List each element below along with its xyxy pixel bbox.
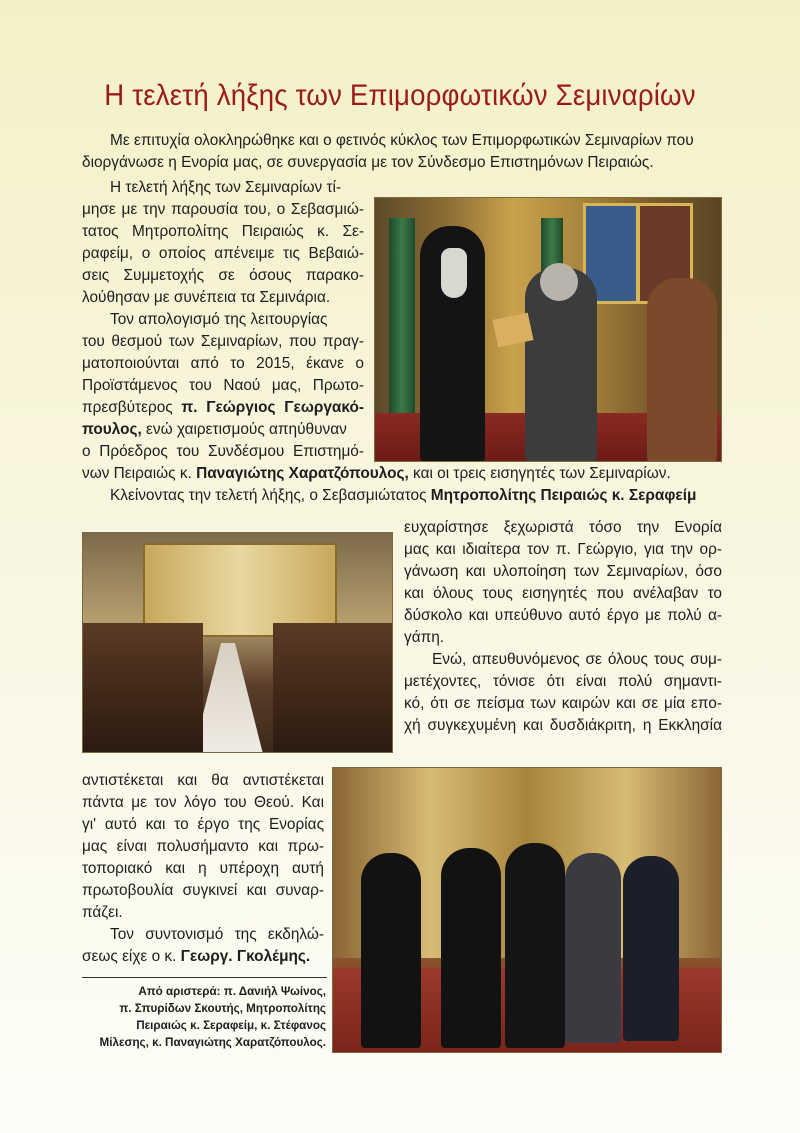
lower-left-text (82, 770, 324, 968)
caption-line: Πειραιώς κ. Σεραφείμ, κ. Στέφανος (136, 1018, 326, 1032)
left-column-text (82, 177, 364, 463)
photo-audience (82, 532, 393, 753)
text-line: τοποριακό και η υπέροχη αυτή (82, 860, 324, 877)
text-line: μησε με την παρουσία του, ο Σεβασμιώ- (82, 201, 364, 218)
text-line: Τον απολογισμό της λειτουργίας (110, 311, 328, 328)
text-line: γάπη. (404, 629, 445, 646)
full-width-line (82, 463, 722, 507)
text-line: Με επιτυχία ολοκληρώθηκε και ο φετινός κύκλος των Επιμορφωτικών Σεμιναρίων που (110, 132, 694, 149)
text-line: ευχαρίστησε ξεχωριστά τόσο την Ενορία (404, 519, 722, 536)
text-line: πάζει. (82, 904, 123, 921)
caption-divider (82, 977, 327, 978)
text-line: γι' αυτό και το έργο της Ενορίας (82, 816, 324, 833)
person-figure (565, 853, 621, 1043)
text-line (82, 397, 364, 419)
bold-name: Μητροπολίτης Πειραιώς κ. Σεραφείμ (430, 487, 697, 504)
text-line: του θεσμού των Σεμιναρίων, που πραγ- (82, 333, 364, 350)
text-line: γάνωση και υλοποίηση των Σεμιναρίων, όσο (404, 563, 722, 580)
photo-caption (82, 983, 326, 1051)
bold-name: Παναγιώτης Χαρατζόπουλος, (196, 465, 409, 482)
person-figure (361, 853, 421, 1048)
person-figure (647, 278, 717, 462)
bold-name: Γεωργ. Γκολέμης. (180, 948, 311, 965)
text-line: Προϊστάμενος του Ναού μας, Πρωτο- (82, 377, 364, 394)
person-figure (441, 848, 501, 1048)
pews-left (83, 623, 203, 753)
text-line: λούθησαν με συνέπεια τα Σεμινάρια. (82, 289, 331, 306)
person-figure (623, 856, 679, 1041)
text-line: διοργάνωσε η Ενορία μας, σε συνεργασία με τον Σύνδεσμο Επιστημόνων Πειραιώς. (82, 154, 654, 171)
text-line: τατος Μητροπολίτης Πειραιώς κ. Σε- (82, 223, 364, 240)
text-line: και όλους τους εισηγητές που ανέλαβαν το (404, 585, 722, 602)
text-line: σεις Συμμετοχής σε όσους παρακο- (82, 267, 364, 284)
caption-line: π. Σπυρίδων Σκουτής, Μητροπολίτης (119, 1001, 326, 1015)
text-line: χή συγκεχυμένη και δυσδιάκριτη, η Εκκλησία (404, 717, 722, 734)
text-line (82, 485, 722, 507)
person-figure (505, 843, 565, 1048)
text-line: Η τελετή λήξης των Σεμιναρίων τί- (110, 179, 342, 196)
intro-paragraph (82, 130, 722, 174)
right-column-text (404, 517, 722, 737)
pews-right (273, 623, 393, 753)
text-run: ενώ χαιρετισμούς απηύθυναν (141, 421, 347, 438)
caption-line: Από αριστερά: π. Δανιήλ Ψωίνος, (138, 984, 326, 998)
text-line: μετέχοντες, τόνισε ότι είναι πολύ σημαντι- (404, 673, 722, 690)
text-line: κό, ότι σε πείσμα των καιρών και σε μία επο- (404, 695, 722, 712)
aisle-floor (193, 643, 263, 753)
photo-metropolitan-certificate (374, 197, 722, 462)
text-line: ραφείμ, ο οποίος απένειμε τις Βεβαιώ- (82, 245, 364, 262)
bold-name: πουλος, (82, 421, 142, 438)
woman-head (540, 263, 578, 301)
text-run: νων Πειραιώς κ. (82, 465, 197, 482)
article-title: Η τελετή λήξης των Επιμορφωτικών Σεμιναρίων (104, 79, 696, 112)
text-line (82, 419, 364, 441)
text-run: πρεσβύτερος (82, 399, 182, 416)
photo-group (332, 767, 722, 1053)
text-line: πρωτοβουλία συγκινεί και συναρ- (82, 882, 324, 899)
text-line: μας και ιδιαίτερα τον π. Γεώργιο, για την ορ- (404, 541, 722, 558)
text-run: Κλείνοντας την τελετή λήξης, ο Σεβασμιώτατος (110, 487, 431, 504)
text-line: ματοποιούνται από το 2015, έκανε ο (82, 355, 364, 372)
text-line: δύσκολο και υπεύθυνο αυτό έργο με πολύ α- (404, 607, 722, 624)
text-run: σεως είχε ο κ. (82, 948, 181, 965)
text-line: Τον συντονισμό της εκδηλώ- (110, 926, 324, 943)
text-line: πάντα με τον λόγο του Θεού. Και (82, 794, 324, 811)
text-line (82, 463, 722, 485)
text-line: αντιστέκεται και θα αντιστέκεται (82, 772, 324, 789)
caption-line: Μίλεσης, κ. Παναγιώτης Χαρατζόπουλος. (99, 1035, 326, 1049)
text-line: μας είναι πολυσήμαντο και πρω- (82, 838, 324, 855)
text-line (82, 946, 324, 968)
bold-name: π. Γεώργιος Γεωργακό- (181, 399, 364, 416)
text-line: ο Πρόεδρος του Συνδέσμου Επιστημό- (82, 443, 364, 460)
beard (441, 248, 467, 298)
text-run: και οι τρεις εισηγητές των Σεμιναρίων. (408, 465, 671, 482)
text-line: Ενώ, απευθυνόμενος σε όλους τους συμ- (432, 651, 722, 668)
